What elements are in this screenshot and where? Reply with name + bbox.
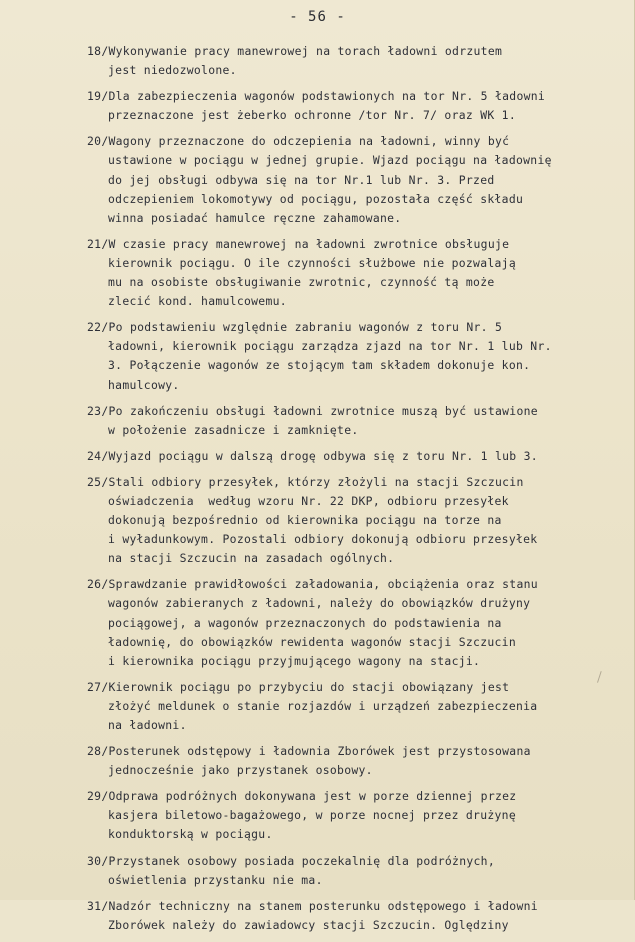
paragraph-continuation-line: do jej obsługi odbywa się na tor Nr.1 lub Nr. 3. Przed xyxy=(108,172,495,187)
paragraph-continuation-line: ładowni, kierownik pociągu zarządza zjazd na tor Nr. 1 lub Nr. xyxy=(108,339,552,354)
paragraph-continuation-line: i kierownika pociągu przyjmującego wagony na stacji. xyxy=(108,653,481,668)
paragraph-continuation-line: zlecić kond. hamulcowemu. xyxy=(108,294,287,309)
numbered-paragraph xyxy=(87,473,619,568)
paragraph-continuation-line: pociągowej, a wagonów przeznaczonych do podstawienia na xyxy=(108,615,502,630)
page-number: - 56 - xyxy=(289,9,346,25)
paragraph-continuation-line: w położenie zasadnicze i zamknięte. xyxy=(108,422,359,437)
numbered-paragraph xyxy=(87,897,619,935)
paragraph-continuation-line: winna posiadać hamulce ręczne zahamowane. xyxy=(108,210,402,225)
numbered-paragraph xyxy=(87,87,619,125)
paragraph-continuation-line: konduktorską w pociągu. xyxy=(108,827,273,842)
paragraph-continuation-line: ustawione w pociągu w jednej grupie. Wjazd pociągu na ładownię xyxy=(108,153,552,168)
paragraph-continuation-line: oświadczenia według wzoru Nr. 22 DKP, odbioru przesyłek xyxy=(108,493,509,508)
paragraph-first-line: 25/Stali odbiory przesyłek, którzy złożyli na stacji Szczucin xyxy=(87,474,524,489)
paragraph-continuation-line: jednocześnie jako przystanek osobowy. xyxy=(108,763,373,778)
numbered-paragraph-list xyxy=(87,42,619,942)
numbered-paragraph xyxy=(87,447,619,466)
paragraph-first-line: 23/Po zakończeniu obsługi ładowni zwrotnice muszą być ustawione xyxy=(87,403,538,418)
numbered-paragraph xyxy=(87,787,619,844)
paragraph-first-line: 28/Posterunek odstępowy i ładownia Zborówek jest przystosowana xyxy=(87,744,531,759)
numbered-paragraph xyxy=(87,852,619,890)
numbered-paragraph xyxy=(87,42,619,80)
paragraph-first-line: 18/Wykonywanie pracy manewrowej na torach ładowni odrzutem xyxy=(87,44,503,58)
paragraph-first-line: 31/Nadzór techniczny na stanem posterunku odstępowego i ładowni xyxy=(87,898,538,913)
paragraph-continuation-line: dokonują bezpośrednio od kierownika pociągu na torze na xyxy=(108,513,502,528)
paragraph-continuation-line: wagonów zabieranych z ładowni, należy do obowiązków drużyny xyxy=(108,596,531,611)
paragraph-first-line: 20/Wagony przeznaczone do odczepienia na ładowni, winny być xyxy=(87,134,510,149)
paragraph-continuation-line: kierownik pociągu. O ile czynności służbowe nie pozwalają xyxy=(108,255,516,270)
paragraph-continuation-line: na ładowni. xyxy=(108,718,187,732)
paragraph-first-line: 19/Dla zabezpieczenia wagonów podstawionych na tor Nr. 5 ładowni xyxy=(87,89,546,104)
paragraph-continuation-line: na stacji Szczucin na zasadach ogólnych. xyxy=(108,551,395,566)
numbered-paragraph xyxy=(87,318,619,394)
paragraph-first-line: 22/Po podstawieniu względnie zabraniu wagonów z toru Nr. 5 xyxy=(87,320,503,335)
paragraph-continuation-line: 3. Połączenie wagonów ze stojącym tam składem dokonuje kon. xyxy=(108,358,531,373)
paragraph-continuation-line: oświetlenia przystanku nie ma. xyxy=(108,872,323,887)
paragraph-continuation-line: odczepieniem lokomotywy od pociągu, pozostała część składu xyxy=(108,191,524,206)
paragraph-continuation-line: mu na osobiste obsługiwanie zwrotnic, czynność tą może xyxy=(108,275,495,290)
paragraph-continuation-line: hamulcowy. xyxy=(108,377,180,392)
numbered-paragraph xyxy=(87,742,619,780)
numbered-paragraph xyxy=(87,132,619,227)
paragraph-first-line: 30/Przystanek osobowy posiada poczekalnię dla podróżnych, xyxy=(87,853,495,868)
numbered-paragraph xyxy=(87,678,619,735)
paragraph-continuation-line: złożyć meldunek o stanie rozjazdów i urządzeń zabezpieczenia xyxy=(108,698,538,713)
paragraph-first-line: 26/Sprawdzanie prawidłowości załadowania, obciążenia oraz stanu xyxy=(87,577,538,592)
paragraph-continuation-line: kasjera biletowo-bagażowego, w porze nocnej przez drużynę xyxy=(108,808,516,823)
paragraph-continuation-line: jest niedozwolone. xyxy=(108,63,237,78)
paragraph-first-line: 29/Odprawa podróżnych dokonywana jest w porze dziennej przez xyxy=(87,789,517,804)
numbered-paragraph xyxy=(87,575,619,670)
paragraph-continuation-line: ładownię, do obowiązków rewidenta wagonów stacji Szczucin xyxy=(108,634,516,649)
paragraph-continuation-line: przeznaczone jest żeberko ochronne /tor Nr. 7/ oraz WK 1. xyxy=(108,108,516,123)
paragraph-first-line: 27/Kierownik pociągu po przybyciu do stacji obowiązany jest xyxy=(87,679,510,694)
numbered-paragraph xyxy=(87,402,619,440)
paragraph-continuation-line: Zborówek należy do zawiadowcy stacji Szczucin. Oględziny xyxy=(108,917,509,932)
paragraph-first-line: 24/Wyjazd pociągu w dalszą drogę odbywa się z toru Nr. 1 lub 3. xyxy=(87,448,538,463)
paragraph-continuation-line: i wyładunkowym. Pozostali odbiory dokonują odbioru przesyłek xyxy=(108,532,538,547)
paragraph-first-line: 21/W czasie pracy manewrowej na ładowni zwrotnice obsługuje xyxy=(87,236,510,251)
numbered-paragraph xyxy=(87,235,619,311)
